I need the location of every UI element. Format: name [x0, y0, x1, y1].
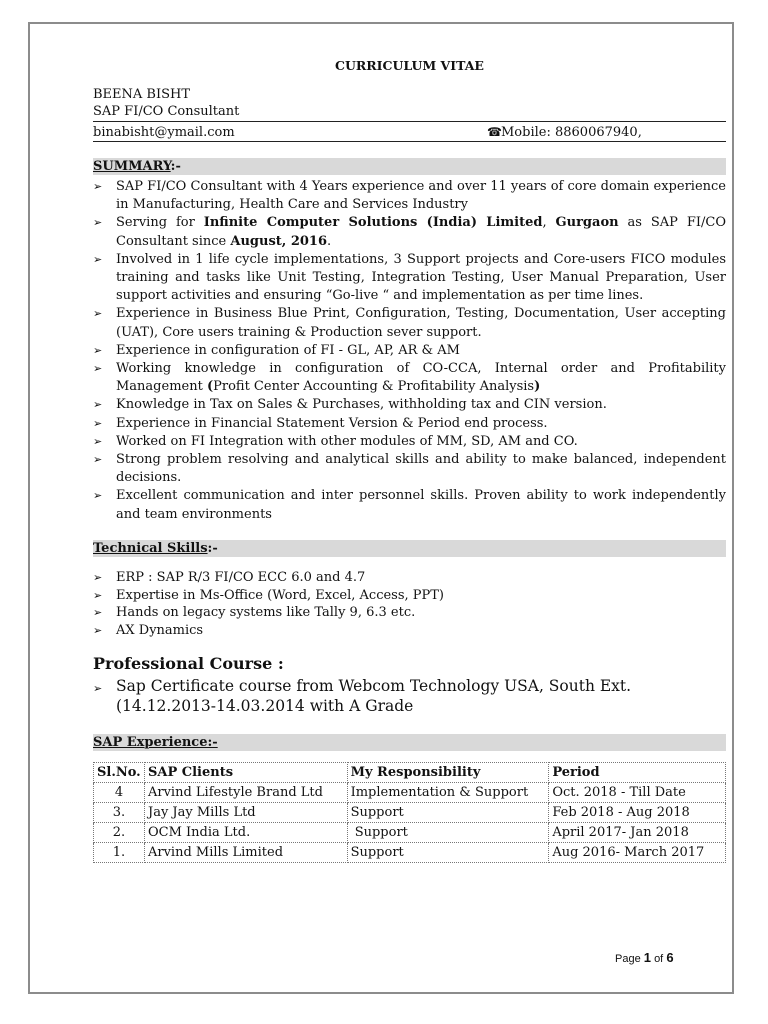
arrow-bullet-icon: ➢ — [93, 682, 103, 695]
list-item: ➢ Hands on legacy systems like Tally 9, 6.3 etc. — [93, 605, 416, 620]
summary-heading-text: SUMMARY — [93, 159, 171, 174]
technical-skills-heading-suffix: :- — [207, 541, 218, 556]
table-cell: Support — [347, 843, 549, 863]
arrow-bullet-icon: ➢ — [93, 416, 103, 430]
table-cell: Implementation & Support — [347, 783, 549, 803]
list-item: ➢ Sap Certificate course from Webcom Technology USA, South Ext. (14.12.2013-14.03.2014 with A Grade — [93, 677, 632, 715]
column-header: Sl.No. — [94, 763, 145, 783]
column-header: Period — [549, 763, 726, 783]
technical-skills-list — [93, 569, 726, 639]
list-item: ➢ Serving for Infinite Computer Solutions (India) Limited, Gurgaon as SAP FI/CO Consultant since August, 2016. — [93, 215, 727, 249]
arrow-bullet-icon: ➢ — [93, 571, 103, 584]
table-cell: 2. — [94, 823, 145, 843]
table-cell: Aug 2016- March 2017 — [549, 843, 726, 863]
list-item: ➢ ERP : SAP R/3 FI/CO ECC 6.0 and 4.7 — [93, 570, 366, 585]
table-cell: Arvind Lifestyle Brand Ltd — [144, 783, 347, 803]
list-item: ➢ Experience in configuration of FI - GL, AP, AR & AM — [93, 342, 726, 360]
arrow-bullet-icon: ➢ — [93, 362, 103, 376]
summary-list — [93, 178, 726, 524]
arrow-bullet-icon: ➢ — [93, 606, 103, 619]
professional-course-list — [93, 676, 726, 716]
candidate-role: SAP FI/CO Consultant — [93, 104, 240, 119]
sap-experience-table — [93, 762, 726, 863]
arrow-bullet-icon: ➢ — [93, 307, 103, 321]
arrow-bullet-icon: ➢ — [93, 216, 103, 230]
technical-skills-heading — [93, 540, 726, 557]
list-item: ➢ Strong problem resolving and analytical skills and ability to make balanced, independent decisions. — [93, 452, 726, 486]
mobile-number — [487, 125, 642, 140]
list-item: ➢ Expertise in Ms-Office (Word, Excel, Access, PPT) — [93, 587, 445, 603]
table-row — [94, 783, 726, 803]
column-header: SAP Clients — [144, 763, 347, 783]
table-cell: OCM India Ltd. — [144, 823, 347, 843]
table-cell: 4 — [94, 783, 145, 803]
list-item: ➢ Excellent communication and inter personnel skills. Proven ability to work independently and team environments — [93, 488, 726, 522]
table-header-row — [94, 763, 726, 783]
arrow-bullet-icon: ➢ — [93, 623, 103, 637]
list-item: ➢ Worked on FI Integration with other modules of MM, SD, AM and CO. — [93, 433, 726, 451]
telephone-icon: ☎ — [487, 125, 502, 139]
sap-experience-heading-text: SAP Experience:- — [93, 735, 218, 750]
arrow-bullet-icon: ➢ — [93, 453, 103, 467]
summary-heading-suffix: :- — [170, 159, 181, 174]
header-rule-top — [93, 121, 726, 122]
arrow-bullet-icon: ➢ — [93, 252, 103, 266]
summary-heading — [93, 158, 726, 175]
table-cell: 3. — [94, 803, 145, 823]
list-item: ➢ Working knowledge in configuration of CO-CCA, Internal order and Profitability Management (Profit Center Accounting & Profitability Analysis) — [93, 361, 726, 395]
technical-skills-heading-text: Technical Skills — [93, 541, 208, 556]
arrow-bullet-icon: ➢ — [93, 398, 103, 412]
table-row — [94, 823, 726, 843]
arrow-bullet-icon: ➢ — [93, 180, 103, 193]
list-item: ➢ Knowledge in Tax on Sales & Purchases, withholding tax and CIN version. — [93, 396, 726, 414]
table-cell: Arvind Mills Limited — [144, 843, 347, 863]
arrow-bullet-icon: ➢ — [93, 489, 103, 503]
table-cell: 1. — [94, 843, 145, 863]
column-header: My Responsibility — [347, 763, 549, 783]
table-cell: April 2017- Jan 2018 — [549, 823, 726, 843]
table-cell: Feb 2018 - Aug 2018 — [549, 803, 726, 823]
mobile-text: Mobile: 8860067940, — [501, 125, 642, 140]
professional-course-heading: Professional Course : — [93, 654, 284, 673]
email-address: binabisht@ymail.com — [93, 125, 235, 140]
list-item: ➢ AX Dynamics — [93, 622, 204, 638]
arrow-bullet-icon: ➢ — [93, 343, 103, 357]
arrow-bullet-icon: ➢ — [93, 434, 103, 448]
list-item: ➢ Experience in Financial Statement Version & Period end process. — [93, 415, 726, 433]
table-cell: Oct. 2018 - Till Date — [549, 783, 726, 803]
cv-title: CURRICULUM VITAE — [335, 58, 484, 73]
list-item: ➢ Involved in 1 life cycle implementations, 3 Support projects and Core-users FICO modules training and tasks like Unit Testing, Integration Testing, User Manual Preparation, User support activities and ensuring “Go-live “ and implementation as per time lines. — [93, 251, 726, 304]
table-row — [94, 843, 726, 863]
arrow-bullet-icon: ➢ — [93, 588, 103, 602]
list-item: ➢ Experience in Business Blue Print, Configuration, Testing, Documentation, User accepting (UAT), Core users training & Production sever support. — [93, 306, 726, 340]
candidate-name: BEENA BISHT — [93, 87, 191, 102]
table-cell: Support — [347, 803, 549, 823]
header-rule-bottom — [93, 141, 726, 142]
page-number: Page 1 of 6 — [615, 950, 674, 965]
list-item: ➢ SAP FI/CO Consultant with 4 Years experience and over 11 years of core domain experience in Manufacturing, Health Care and Services Industry — [93, 179, 726, 213]
table-row — [94, 803, 726, 823]
sap-experience-heading — [93, 734, 726, 751]
table-cell: Jay Jay Mills Ltd — [144, 803, 347, 823]
table-cell: Support — [347, 823, 549, 843]
